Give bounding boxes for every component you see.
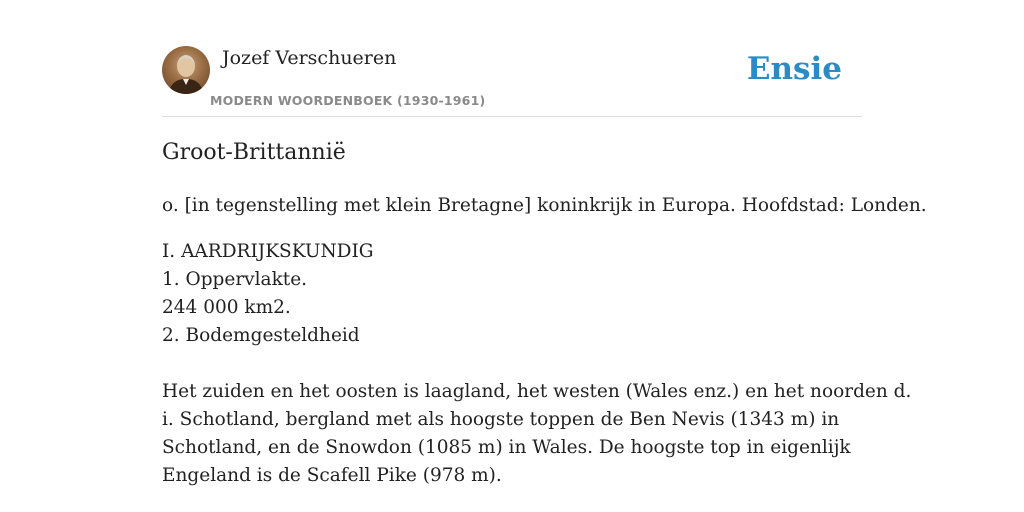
entry-line: I. AARDRIJKSKUNDIG [162,241,374,262]
entry-content [162,192,927,490]
paragraph-line: Het zuiden en het oosten is laagland, het westen (Wales enz.) en het noorden d. [162,381,912,402]
paragraph-line: Engeland is de Scafell Pike (978 m). [162,465,502,486]
header [162,46,862,117]
author-avatar[interactable] [162,46,210,94]
paragraph-line: Schotland, en de Snowdon (1085 m) in Wales. De hoogste top in eigenlijk [162,437,851,458]
source-label[interactable]: MODERN WOORDENBOEK (1930-1961) [210,93,486,108]
paragraph-line: i. Schotland, bergland met als hoogste toppen de Ben Nevis (1343 m) in [162,409,840,430]
entry-title: Groot-Brittannië [162,140,346,165]
entry-line: 1. Oppervlakte. [162,269,308,290]
entry-intro: o. [in tegenstelling met klein Bretagne] koninkrijk in Europa. Hoofdstad: Londen. [162,195,927,216]
entry-line: 244 000 km2. [162,297,291,318]
author-name[interactable]: Jozef Verschueren [222,47,397,69]
spacer [162,350,862,378]
ensie-logo[interactable]: Ensie [746,51,842,87]
entry-line: 2. Bodemgesteldheid [162,325,360,346]
